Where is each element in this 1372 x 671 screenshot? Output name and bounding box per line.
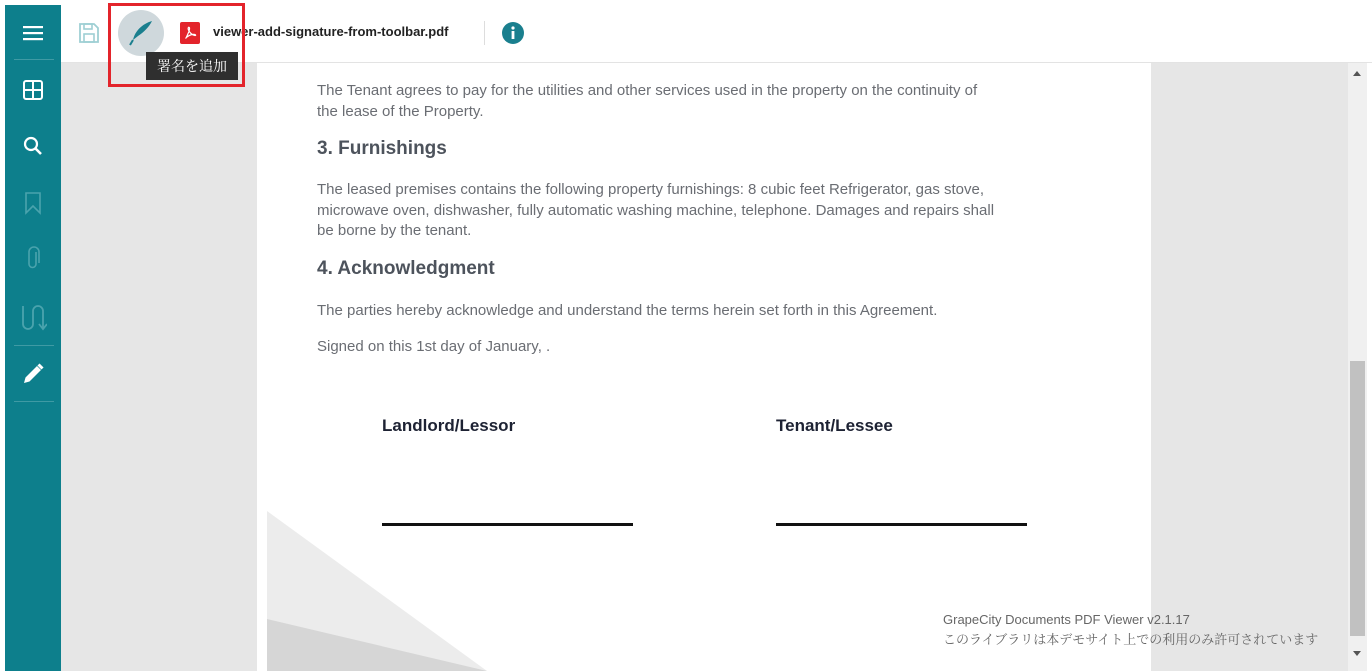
top-toolbar	[61, 5, 1372, 63]
landlord-label: Landlord/Lessor	[382, 416, 516, 435]
text-line: The leased premises contains the following property furnishings: 8 cubic feet Refrigerator, gas stove,	[317, 181, 985, 198]
text-line: be borne by the tenant.	[317, 222, 472, 239]
heading-furnishings: 3. Furnishings	[317, 138, 447, 159]
search-icon	[22, 135, 44, 157]
text-line: microwave oven, dishwasher, fully automatic washing machine, telephone. Damages and repairs shall	[317, 201, 995, 219]
edit-button[interactable]	[5, 346, 61, 402]
tenant-label: Tenant/Lessee	[776, 416, 893, 435]
add-signature-tooltip: 署名を追加	[146, 52, 238, 80]
save-button[interactable]	[77, 21, 101, 45]
signed-date-text: Signed on this 1st day of January, .	[317, 338, 551, 355]
bookmark-icon	[23, 191, 43, 215]
paragraph-furnishings	[317, 180, 994, 242]
license-notice-text: このライブラリは本デモサイト上での利用のみ許可されています	[943, 632, 1319, 647]
menu-button[interactable]	[5, 5, 61, 61]
paragraph-acknowledgment: The parties hereby acknowledge and understand the terms herein set forth in this Agreement.	[317, 302, 938, 319]
document-viewer[interactable]	[61, 63, 1348, 671]
structure-icon	[19, 302, 47, 332]
edit-pencil-icon	[21, 362, 45, 386]
attachment-icon	[24, 246, 42, 272]
viewer-version-text: GrapeCity Documents PDF Viewer v2.1.17	[943, 612, 1190, 627]
structure-button[interactable]	[5, 289, 61, 345]
save-icon	[77, 21, 101, 45]
menu-icon	[22, 24, 44, 42]
attachments-button[interactable]	[5, 231, 61, 287]
bookmarks-button[interactable]	[5, 175, 61, 231]
left-sidebar	[5, 5, 61, 671]
info-button[interactable]	[501, 21, 525, 45]
document-filename: viewer-add-signature-from-toolbar.pdf	[213, 24, 449, 39]
thumbnails-icon	[22, 79, 44, 101]
search-button[interactable]	[5, 118, 61, 174]
text-line: The Tenant agrees to pay for the utilities and other services used in the property on the continuity of	[317, 82, 978, 99]
sidebar-divider	[14, 401, 54, 402]
scroll-up-arrow-icon[interactable]	[1353, 71, 1361, 76]
thumbnails-button[interactable]	[5, 62, 61, 118]
tenant-signature-line	[776, 523, 1027, 526]
page-decoration	[257, 503, 777, 671]
info-icon	[501, 21, 525, 45]
toolbar-divider	[484, 21, 485, 45]
vertical-scrollbar[interactable]	[1348, 63, 1367, 671]
sidebar-divider	[14, 59, 54, 60]
heading-acknowledgment: 4. Acknowledgment	[317, 258, 495, 279]
scroll-down-arrow-icon[interactable]	[1353, 651, 1361, 656]
scrollbar-thumb[interactable]	[1350, 361, 1365, 636]
pdf-page	[257, 63, 1151, 671]
paragraph-utilities	[317, 81, 977, 122]
text-line: the lease of the Property.	[317, 102, 484, 120]
